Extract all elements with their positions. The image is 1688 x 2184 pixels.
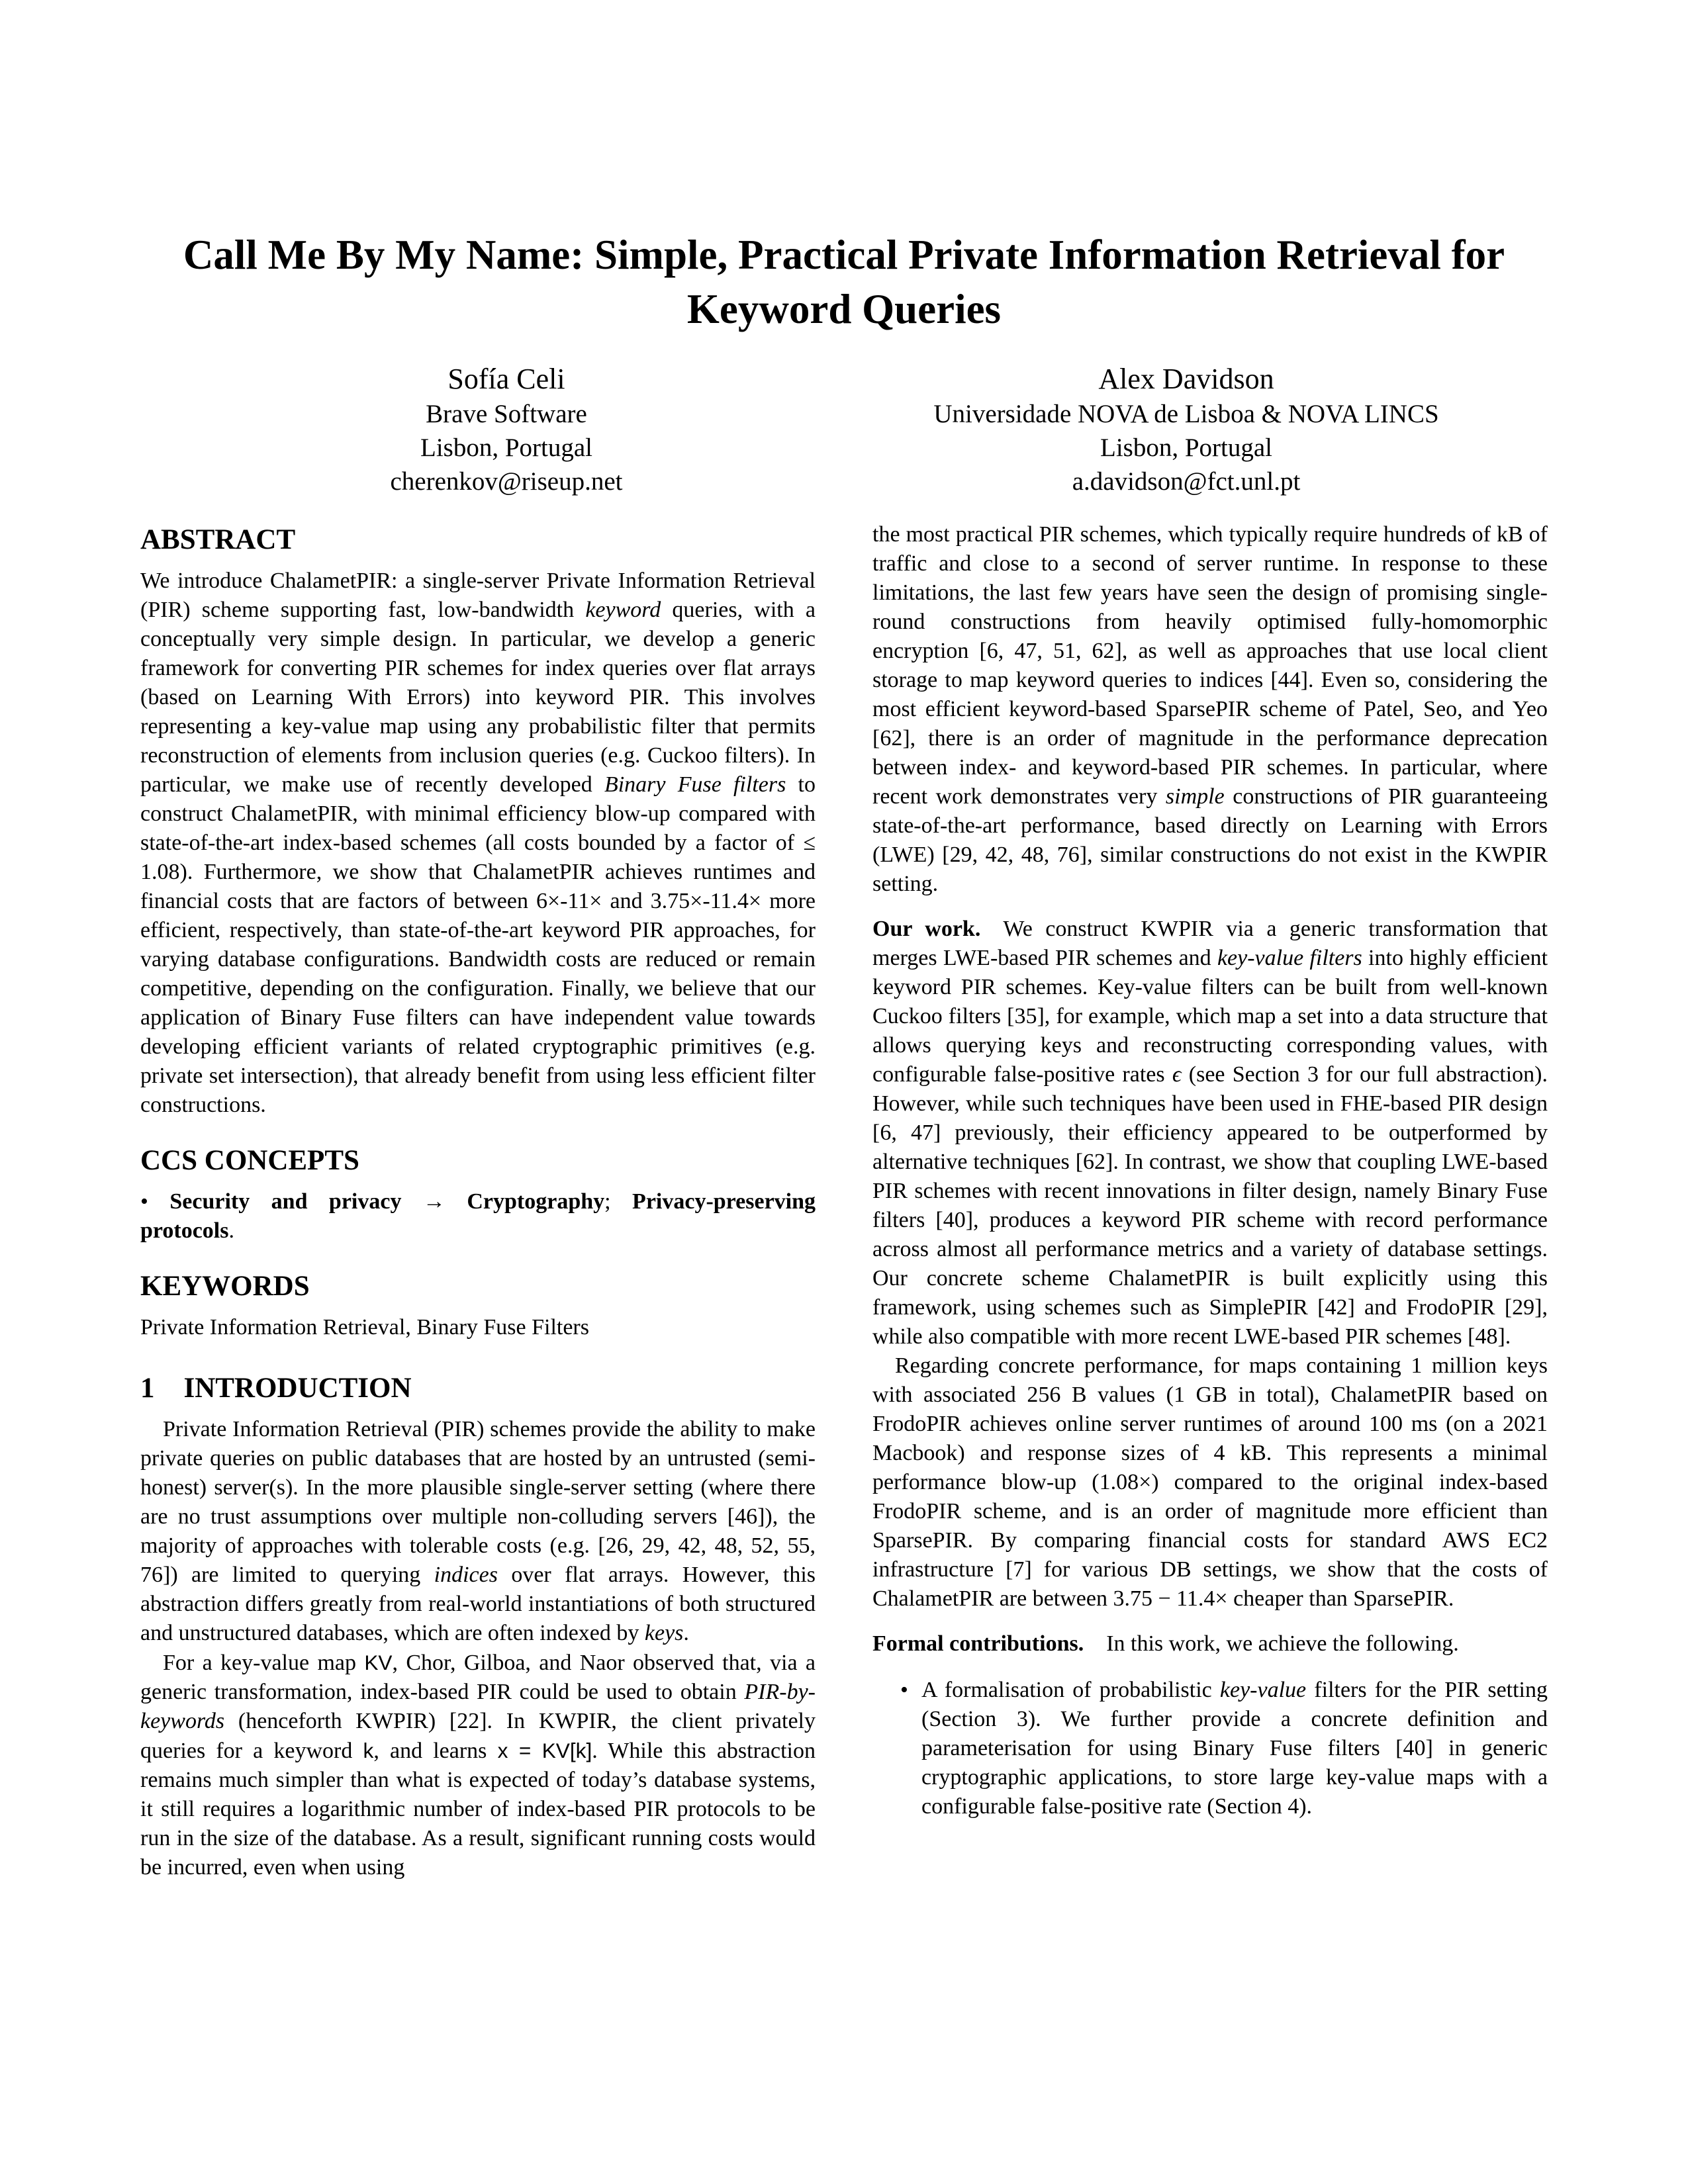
- keywords-text: Private Information Retrieval, Binary Fuse Filters: [140, 1315, 589, 1340]
- author-1-name: Sofía Celi: [447, 363, 565, 395]
- ccs-concepts-heading: CCS CONCEPTS: [140, 1145, 359, 1176]
- bullet-icon: •: [900, 1678, 908, 1702]
- left-column: [140, 520, 816, 1882]
- section-number: 1: [140, 1373, 155, 1404]
- author-1-email: cherenkov@riseup.net: [390, 467, 623, 496]
- keywords-heading: KEYWORDS: [140, 1271, 310, 1302]
- ccs-concepts-text: • Security and privacy → Cryptography; Privacy-preserving protocols.: [140, 1189, 816, 1243]
- right-column: [872, 520, 1548, 1882]
- section-title: INTRODUCTION: [183, 1373, 412, 1404]
- intro-paragraph-1: Private Information Retrieval (PIR) schemes provide the ability to make private queries on public databases that are hosted by an untrusted (semi-honest) server(s). In the more plausible single-server setting (where there are no trust assumptions over multiple non-colluding servers [46]), the majority of approaches with tolerable costs (e.g. [26, 29, 42, 48, 52, 55, 76]) are limited to querying indices over flat arrays. However, this abstraction differs greatly from real-world instantiations of both structured and unstructured databases, which are often indexed by keys.: [140, 1417, 816, 1645]
- performance-paragraph: Regarding concrete performance, for maps containing 1 million keys with associated 256 B values (1 GB in total), ChalametPIR based on FrodoPIR achieves online server runtimes of around 100 ms (on a 2021 Macbook) and response sizes of 4 kB. This represents a minimal performance blow-up (1.08×) compared to the original index-based FrodoPIR scheme, and is an order of magnitude more efficient than SparsePIR. By comparing financial costs for standard AWS EC2 infrastructure [7] for various DB settings, we show that the costs of ChalametPIR are between 3.75 − 11.4× cheaper than SparsePIR.: [872, 1353, 1548, 1611]
- author-2-email: a.davidson@fct.unl.pt: [1072, 467, 1301, 496]
- introduction-heading: [140, 1373, 816, 1404]
- author-1-affiliation: Brave Software: [426, 400, 587, 428]
- our-work-paragraph: Our work. We construct KWPIR via a generic transformation that merges LWE-based PIR schemes and key-value filters into highly efficient keyword PIR schemes. Key-value filters can be built from well-known Cuckoo filters [35], for example, which map a set into a data structure that allows querying keys and reconstructing corresponding values, with configurable false-positive rates ϵ (see Section 3 for our full abstraction). However, while such techniques have been used in FHE-based PIR design [6, 47] previously, their efficiency appeared to be outperformed by alternative techniques [62]. In contrast, we show that coupling LWE-based PIR schemes with recent innovations in filter design, namely Binary Fuse filters [40], produces a keyword PIR scheme with record performance across almost all performance metrics and a variety of database settings. Our concrete scheme ChalametPIR is built explicitly using this framework, using schemes such as SimplePIR [42] and FrodoPIR [29], while also compatible with more recent LWE-based PIR schemes [48].: [872, 917, 1548, 1349]
- continuation-paragraph: the most practical PIR schemes, which typically require hundreds of kB of traffic and close to a second of server runtime. In response to these limitations, the last few years have seen the design of promising single-round constructions from heavily optimised fully-homomorphic encryption [6, 47, 51, 62], as well as approaches that use local client storage to map keyword queries to indices [44]. Even so, considering the most efficient keyword-based SparsePIR scheme of Patel, Seo, and Yeo [62], there is an order of magnitude in the performance deprecation between index- and keyword-based PIR schemes. In particular, where recent work demonstrates very simple constructions of PIR guaranteeing state-of-the-art performance, based directly on Learning with Errors (LWE) [29, 42, 48, 76], similar constructions do not exist in the KWPIR setting.: [872, 522, 1548, 896]
- author-block-1: [390, 361, 622, 498]
- abstract-paragraph: We introduce ChalametPIR: a single-server Private Information Retrieval (PIR) scheme supporting fast, low-bandwidth keyword queries, with a conceptually very simple design. In particular, we develop a generic framework for converting PIR schemes for index queries over flat arrays (based on Learning With Errors) into keyword PIR. This involves representing a key-value map using any probabilistic filter that permits reconstruction of elements from inclusion queries (e.g. Cuckoo filters). In particular, we make use of recently developed Binary Fuse filters to construct ChalametPIR, with minimal efficiency blow-up compared with state-of-the-art index-based schemes (all costs bounded by a factor of ≤ 1.08). Furthermore, we show that ChalametPIR achieves runtimes and financial costs that are factors of between 6×-11× and 3.75×-11.4× more efficient, respectively, than state-of-the-art keyword PIR approaches, for varying database configurations. Bandwidth costs are reduced or remain competitive, depending on the configuration. Finally, we believe that our application of Binary Fuse filters can have independent value towards developing efficient variants of related cryptographic primitives (e.g. private set intersection), that already benefit from using less efficient filter constructions.: [140, 569, 816, 1117]
- formal-contributions-paragraph: Formal contributions. In this work, we achieve the following.: [872, 1631, 1459, 1656]
- contribution-list-item: [872, 1676, 1548, 1821]
- paper-title: Call Me By My Name: Simple, Practical Private Information Retrieval for Keyword Queries: [183, 232, 1505, 332]
- intro-paragraph-2: For a key-value map KV, Chor, Gilboa, and Naor observed that, via a generic transformation, index-based PIR could be used to obtain PIR-by-keywords (henceforth KWPIR) [22]. In KWPIR, the client privately queries for a keyword k, and learns x = KV[k]. While this abstraction remains much simpler than what is expected of today’s database systems, it still requires a logarithmic number of index-based PIR protocols to be run in the size of the database. As a result, significant running costs would be incurred, even when using: [140, 1651, 816, 1880]
- abstract-heading: ABSTRACT: [140, 524, 296, 555]
- author-2-affiliation: Universidade NOVA de Lisboa & NOVA LINCS: [933, 400, 1439, 428]
- author-1-location: Lisbon, Portugal: [420, 433, 592, 462]
- author-block-2: [933, 361, 1438, 498]
- author-2-location: Lisbon, Portugal: [1100, 433, 1272, 462]
- contribution-list-item-text: A formalisation of probabilistic key-value filters for the PIR setting (Section 3). We further provide a concrete definition and parameterisation for using Binary Fuse filters [40] in generic cryptographic applications, to store large key-value maps with a configurable false-positive rate (Section 4).: [921, 1678, 1548, 1819]
- author-block-row: [0, 361, 1688, 519]
- author-2-name: Alex Davidson: [1098, 363, 1274, 395]
- two-column-body: [140, 520, 1548, 1882]
